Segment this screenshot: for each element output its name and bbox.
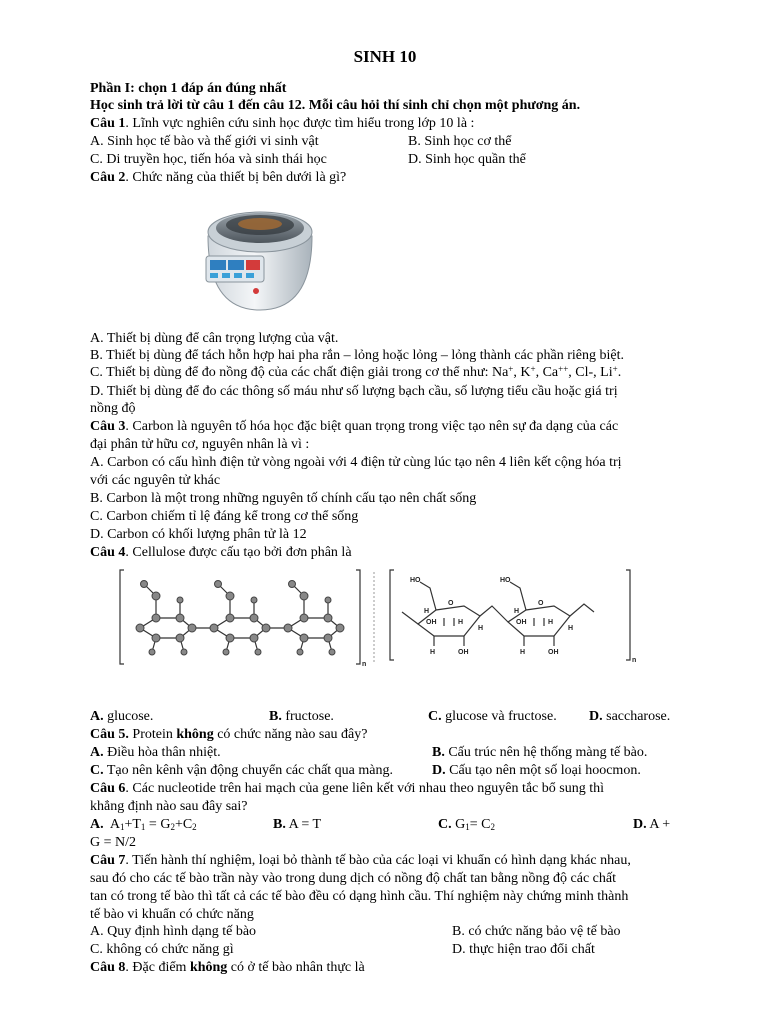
svg-text:OH: OH (458, 649, 469, 656)
svg-text:H: H (520, 649, 526, 656)
q7-option-b[interactable]: B. có chức năng bảo vệ tế bào (452, 924, 621, 939)
svg-text:OH: OH (516, 619, 527, 626)
svg-text:HO: HO (500, 577, 511, 584)
question-8: Câu 8. Đặc điểm không có ở tế bào nhân thực là (90, 960, 365, 975)
q1-option-a[interactable]: A. Sinh học tế bào và thế giới vi sinh vật (90, 134, 319, 149)
svg-text:H: H (478, 625, 484, 632)
svg-text:HO: HO (410, 577, 421, 584)
q5-option-c[interactable]: C. Tạo nên kênh vận động chuyển các chất qua màng. (90, 763, 393, 778)
question-7: Câu 7. Tiến hành thí nghiệm, loại bỏ thành tế bào của các loại vi khuẩn có hình dạng khác nhau, (90, 853, 631, 868)
question-2: Câu 2. Chức năng của thiết bị bên dưới là gì? (90, 170, 347, 185)
instruction: Học sinh trả lời từ câu 1 đến câu 12. Mỗi câu hỏi thí sinh chỉ chọn một phương án. (90, 98, 581, 113)
question-7-line4: tế bào vi khuẩn có chức năng (90, 907, 254, 922)
q7-option-a[interactable]: A. Quy định hình dạng tế bào (90, 924, 257, 939)
question-7-line3: tan có trong tế bào thì tất cả các tế bào đều có dạng hình cầu. Thí nghiệm này chứng minh thành (90, 889, 629, 904)
part-heading: Phần I: chọn 1 đáp án đúng nhất (90, 81, 287, 96)
svg-text:O: O (448, 600, 454, 607)
svg-text:OH: OH (426, 619, 437, 626)
q3-option-d[interactable]: D. Carbon có khối lượng phân tử là 12 (90, 527, 307, 542)
q1-option-c[interactable]: C. Di truyền học, tiến hóa và sinh thái học (90, 152, 327, 167)
svg-text:H: H (514, 608, 520, 615)
question-5: Câu 5. Protein không có chức năng nào sau đây? (90, 727, 368, 742)
question-6-cont: khẳng định nào sau đây sai? (90, 799, 248, 814)
svg-text:O: O (538, 600, 544, 607)
q2-option-d[interactable]: D. Thiết bị dùng để đo các thông số máu như số lượng bạch cầu, số lượng tiểu cầu hoặc giá trị (90, 384, 618, 399)
q4-option-c[interactable]: C. glucose và fructose. (428, 709, 557, 724)
q5-option-a[interactable]: A. Điều hòa thân nhiệt. (90, 745, 221, 760)
q6-option-d[interactable]: D. A + (633, 817, 671, 832)
svg-text:OH: OH (548, 649, 559, 656)
q7-option-d[interactable]: D. thực hiện trao đổi chất (452, 942, 595, 957)
svg-text:H: H (458, 619, 464, 626)
q7-option-c[interactable]: C. không có chức năng gì (90, 942, 234, 957)
q4-option-b[interactable]: B. fructose. (269, 709, 334, 724)
q1-option-d[interactable]: D. Sinh học quần thể (408, 152, 526, 167)
q6-option-d-cont: G = N/2 (90, 835, 137, 850)
svg-text:H: H (430, 649, 436, 656)
q3-option-a-cont: với các nguyên tử khác (90, 473, 221, 488)
q3-option-b[interactable]: B. Carbon là một trong những nguyên tố chính cấu tạo nên chất sống (90, 491, 477, 506)
q3-option-a[interactable]: A. Carbon có cấu hình điện tử vòng ngoài với 4 điện tử cùng lúc tạo nên 4 liên kết cộng hóa trị (90, 455, 622, 470)
q2-option-d-cont: nồng độ (90, 401, 136, 416)
q6-option-c[interactable]: C. $G_1= C_2$ (438, 817, 495, 832)
svg-text:H: H (568, 625, 574, 632)
q5-option-d[interactable]: D. Cấu tạo nên một số loại hoocmon. (432, 763, 641, 778)
q4-option-d[interactable]: D. saccharose. (589, 709, 671, 724)
question-1: Câu 1. Lĩnh vực nghiên cứu sinh học được tìm hiểu trong lớp 10 là : (90, 116, 475, 131)
q2-option-c[interactable]: C. Thiết bị dùng để đo nồng độ của các chất điện giải trong cơ thể như: Na+, K+, Ca++, Cl-, Li+. (90, 364, 622, 380)
svg-text:H: H (424, 608, 430, 615)
q4-option-a[interactable]: A. glucose. (90, 709, 154, 724)
question-7-line2: sau đó cho các tế bào trần này vào trong dung dịch có nồng độ chất tan bằng nồng độ các chất (90, 871, 616, 886)
svg-text:H: H (548, 619, 554, 626)
q6-option-a[interactable]: A. $A_1+T_1 = G_2+C_2$ (90, 817, 197, 832)
document-title: SINH 10 (353, 47, 417, 66)
q2-option-b[interactable]: B. Thiết bị dùng để tách hỗn hợp hai pha rắn – lỏng hoặc lỏng – lỏng thành các phần riêng biệt. (90, 348, 624, 363)
question-6: Câu 6. Các nucleotide trên hai mạch của gene liên kết với nhau theo nguyên tắc bổ sung thì (90, 781, 604, 796)
q5-option-b[interactable]: B. Cấu trúc nên hệ thống màng tế bào. (432, 745, 648, 760)
q1-option-b[interactable]: B. Sinh học cơ thể (408, 134, 512, 149)
question-3: Câu 3. Carbon là nguyên tố hóa học đặc biệt quan trọng trong việc tạo nên sự đa dạng của các (90, 419, 619, 434)
svg-text:n: n (362, 661, 367, 668)
question-3-cont: đại phân tử hữu cơ, nguyên nhân là vì : (90, 437, 310, 452)
cellulose-structure-image (118, 566, 678, 676)
question-4: Câu 4. Cellulose được cấu tạo bởi đơn phân là (90, 545, 352, 560)
q6-option-b[interactable]: B. A = T (273, 817, 322, 832)
svg-text:n: n (632, 657, 637, 664)
q2-option-a[interactable]: A. Thiết bị dùng để cân trọng lượng của vật. (90, 331, 339, 346)
centrifuge-image (200, 196, 320, 316)
q3-option-c[interactable]: C. Carbon chiếm tỉ lệ đáng kể trong cơ thể sống (90, 509, 359, 524)
